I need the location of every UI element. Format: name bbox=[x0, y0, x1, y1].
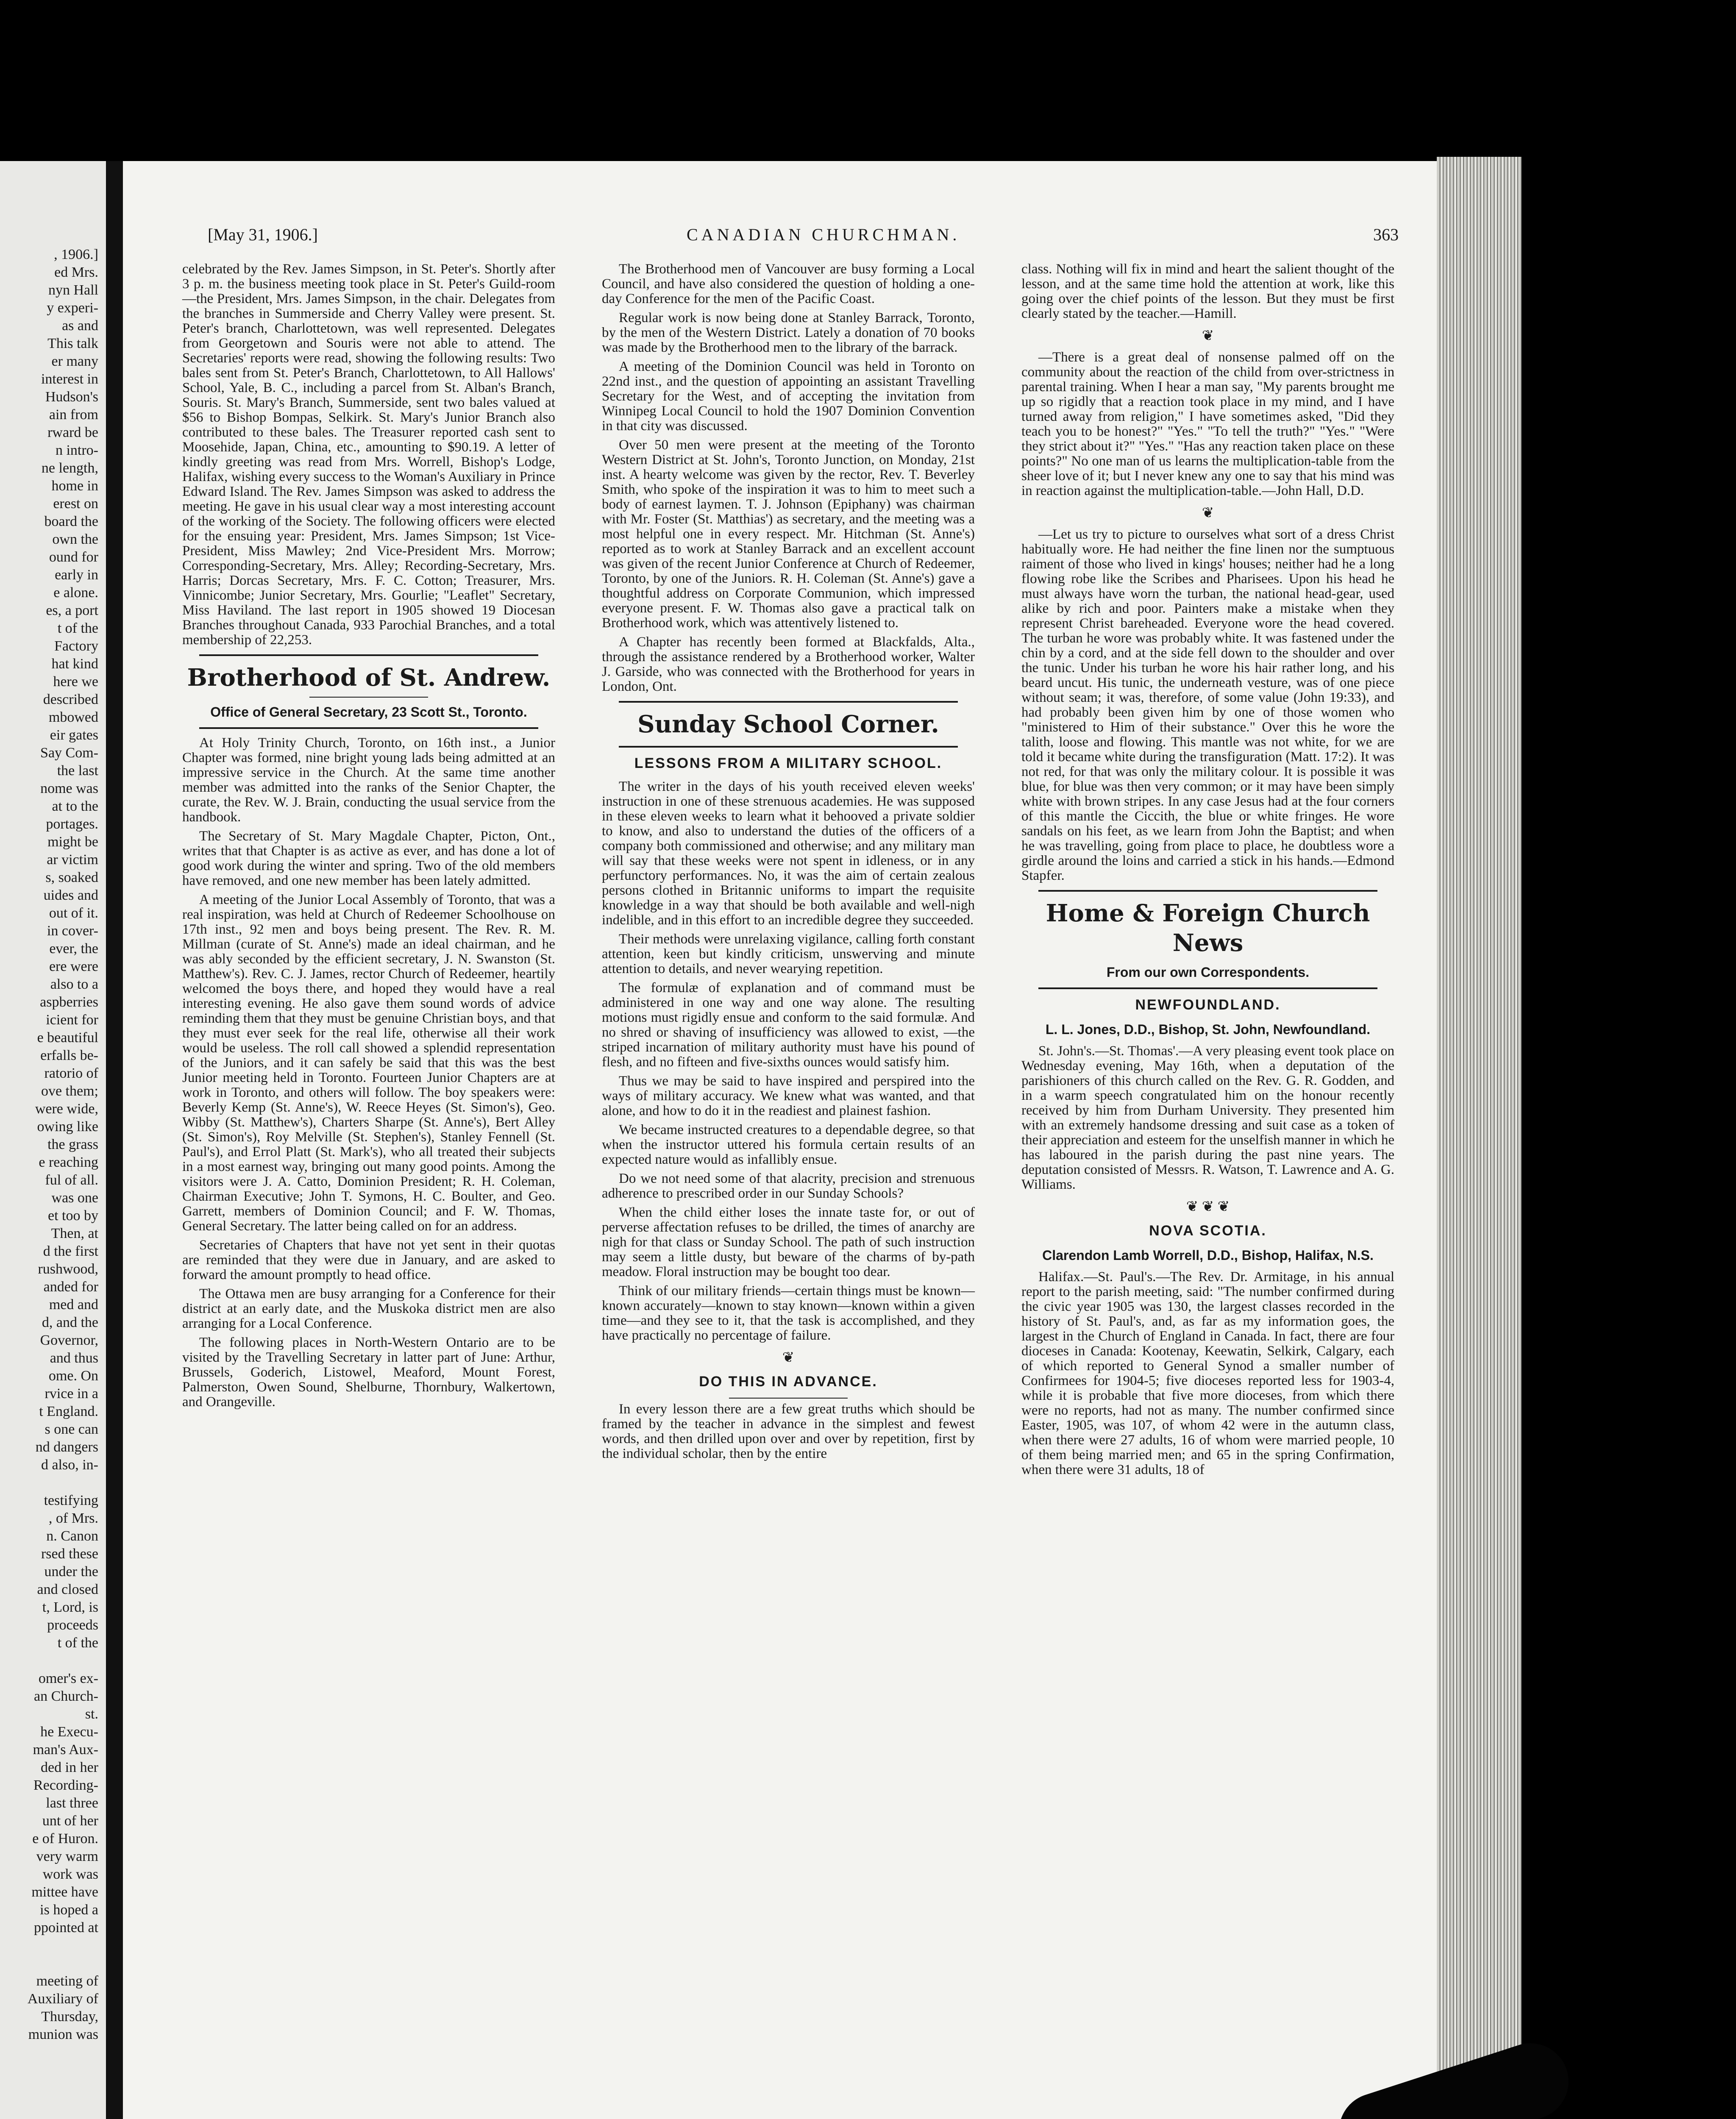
facing-page-line: Hudson's bbox=[45, 389, 98, 405]
facing-page-line: as and bbox=[62, 318, 98, 334]
article-paragraph: —There is a great deal of nonsense palmed off on the community about the reaction of the child from over-strictness in parental training. When I hear a man say, "My parents brought me up so rigidly that a reaction took place in my mind, and I have turned away from religion," I have sometimes asked, "Did they teach you to be honest?" "Yes." "To tell the truth?" "Yes." "Were they strict about it?" "Yes." "Has any reaction taken place on these points?" No one man of us learns the multiplication-table from the sheer love of it; but I never knew any one to say that his mind was in reaction against the multiplication-table.—John Hall, D.D. bbox=[1021, 350, 1394, 498]
facing-page-line: ratorio of bbox=[44, 1065, 98, 1081]
facing-page-line: ound for bbox=[49, 549, 98, 565]
facing-page-line: nd dangers bbox=[35, 1439, 98, 1455]
facing-page-line: meeting of bbox=[36, 1973, 98, 1989]
facing-page-line: might be bbox=[47, 834, 98, 850]
facing-page-line: home in bbox=[51, 478, 98, 494]
facing-page-line: s, soaked bbox=[45, 870, 98, 885]
facing-page-line: rvice in a bbox=[45, 1386, 98, 1402]
facing-page-line: the last bbox=[57, 763, 98, 779]
page-number: 363 bbox=[1373, 225, 1399, 244]
facing-page-line: rushwood, bbox=[38, 1261, 98, 1277]
article-paragraph: —Let us try to picture to ourselves what sort of a dress Christ habitually wore. He had neither the fine linen nor the sumptuous raiment of those who lived in kings' houses; neither had he a long flowing robe like the Scribes and Pharisees. Upon his head he must always have worn the turban, the national head-gear, used alike by rich and poor. Painters make a mistake when they represent Christ bareheaded. Everyone wore the head covered. The turban he wore was probably white. It was fastened under the chin by a cord, and at the side fell down to the shoulder and over the tunic. Under his turban he wore his hair rather long, and his beard uncut. His tunic, the underneath vesture, was of one piece without seam; it was, therefore, of some value (John 19:33), and had probably been given him by one of those women who "ministered to Him of their substance." Over this he wore the talith, loose and flowing. This mantle was not white, for we are told it became white during the transfiguration (Matt. 17:2). It was not red, for that was only the military colour. It is possible it was blue, for blue was then very common; or it may have been simply white with brown stripes. In any case Jesus had at the four corners of this mantle the Ciccith, the blue or white fringes. He wore sandals on his feet, as we learn from John the Baptist; and when he was travelling, going from place to place, he doubtless wore a girdle around the loins and carried a stick in his hands.—Edmond Stapfer. bbox=[1021, 527, 1394, 883]
facing-page-line: and closed bbox=[37, 1582, 98, 1597]
facing-page-line: ed Mrs. bbox=[54, 264, 98, 280]
column-1 bbox=[182, 262, 555, 1414]
facing-page-line: nome was bbox=[40, 781, 98, 796]
facing-page-line: , of Mrs. bbox=[48, 1510, 98, 1526]
triple-fleuron-ornament: ❦ ❦ ❦ bbox=[1186, 1199, 1230, 1215]
article-paragraph: The Brotherhood men of Vancouver are busy forming a Local Council, and have also considered the question of holding a one-day Conference for the men of the Pacific Coast. bbox=[602, 261, 975, 306]
facing-page-line: is hoped a bbox=[40, 1902, 98, 1918]
facing-page-fragment bbox=[0, 161, 106, 2119]
facing-page-line: t England. bbox=[39, 1404, 98, 1419]
facing-page-line: Recording- bbox=[33, 1777, 98, 1793]
newfoundland-heading: NEWFOUNDLAND. bbox=[1135, 997, 1281, 1013]
facing-page-line: ove them; bbox=[41, 1083, 98, 1099]
facing-page-line: uides and bbox=[43, 887, 98, 903]
facing-page-line: the grass bbox=[47, 1137, 98, 1152]
advance-title: DO THIS IN ADVANCE. bbox=[699, 1374, 878, 1390]
article-paragraph: Over 50 men were present at the meeting of the Toronto Western District at St. John's, Toronto Junction, on Monday, 21st inst. A hearty welcome was given by the rector, Rev. T. Beverley Smith, who spoke of the inspiration it was to him to meet such a body of earnest laymen. T. J. Johnson (Epiphany) was chairman with Mr. Foster (St. Matthias') as secretary, and the meeting was a most helpful one in every respect. Mr. Hitchman (St. Anne's) reported as to work at Stanley Barrack and an excellent account was given of the recent Junior Conference at Church of Redeemer, Toronto, by one of the Juniors. R. H. Coleman (St. Anne's) gave a thoughtful address on Corporate Communion, which impressed everyone present. F. W. Thomas also gave a practical talk on Brotherhood work, which was attentively listened to. bbox=[602, 437, 975, 631]
divider-rule bbox=[1038, 987, 1377, 989]
facing-page-line: was one bbox=[51, 1190, 98, 1206]
facing-page-line bbox=[0, 1652, 98, 1670]
article-paragraph: Halifax.—St. Paul's.—The Rev. Dr. Armitage, in his annual report to the parish meeting, said: "The number confirmed during the civic year 1905 was 130, the largest classes recorded in the history of St. Paul's, and, as far as my information goes, the largest in the Church of England in Canada. In fact, there are four dioceses in Canada: Kootenay, Keewatin, Selkirk, Calgary, each of which reported to General Synod a smaller number of Confirmees for 1904-5; five dioceses reported less for 1903-4, while it is probable that five more dioceses, from which there were no reports, had not as many. The number confirmed since Easter, 1905, was 107, of whom 42 were in the autumn class, when there were 27 adults, 16 of whom were married people, 10 of them being married men; and 65 in the spring Confirmation, when there were 31 adults, 18 of bbox=[1021, 1269, 1394, 1477]
facing-page-line: Then, at bbox=[51, 1226, 98, 1241]
facing-page-line: t, Lord, is bbox=[42, 1599, 98, 1615]
facing-page-line: mbowed bbox=[48, 709, 98, 725]
book-page-edges bbox=[1437, 157, 1522, 2119]
sunday-school-heading: Sunday School Corner. bbox=[637, 710, 939, 738]
facing-page-line: he Execu- bbox=[40, 1724, 98, 1740]
facing-page-line: rward be bbox=[47, 425, 98, 440]
facing-page-line: med and bbox=[49, 1297, 98, 1313]
facing-page-line: out of it. bbox=[49, 905, 98, 921]
facing-page-line: omer's ex- bbox=[38, 1671, 98, 1686]
facing-page-line: early in bbox=[55, 567, 98, 583]
article-paragraph: In every lesson there are a few great truths which should be framed by the teacher in advance in the simplest and fewest words, and then drilled upon over and over by repetition, first by the individual scholar, then by the entire bbox=[602, 1402, 975, 1461]
article-paragraph: When the child either loses the innate taste for, or out of perverse affectation refuses to be drilled, the times of anarchy are nigh for that class or Sunday School. The path of such instruction may seem a little dusty, but beware of the charms of by-path meadow. Floral instruction may be bought too dear. bbox=[602, 1205, 975, 1279]
page-header bbox=[203, 225, 1399, 250]
facing-page-line: ded in her bbox=[41, 1760, 98, 1775]
facing-page-line: portages. bbox=[46, 816, 98, 832]
divider-rule bbox=[199, 727, 538, 729]
facing-page-line: proceeds bbox=[47, 1617, 98, 1633]
divider-rule bbox=[199, 654, 538, 656]
facing-page-line: eir gates bbox=[50, 727, 98, 743]
divider-rule bbox=[1038, 890, 1377, 892]
facing-page-line: Auxiliary of bbox=[27, 1991, 98, 2007]
facing-page-line: munion was bbox=[28, 2027, 98, 2042]
facing-page-line: st. bbox=[85, 1706, 98, 1722]
newspaper-page bbox=[123, 161, 1437, 2119]
facing-page-lines bbox=[0, 264, 98, 2044]
facing-page-line: also to a bbox=[50, 976, 98, 992]
brotherhood-office-line: Office of General Secretary, 23 Scott St., Toronto. bbox=[210, 704, 527, 720]
column-3 bbox=[1021, 262, 1394, 1482]
facing-page-line: were wide, bbox=[35, 1101, 98, 1117]
facing-page-line: ar victim bbox=[47, 852, 98, 868]
facing-page-line: erest on bbox=[53, 496, 98, 512]
fleuron-ornament: ❦ bbox=[1202, 505, 1214, 521]
facing-page-line: e alone. bbox=[53, 585, 98, 601]
article-paragraph: class. Nothing will fix in mind and heart the salient thought of the lesson, and at the same time hold the attention at work, like this going over the chief points of the lesson. But they must be first clearly stated by the teacher.—Hamill. bbox=[1021, 261, 1394, 321]
facing-page-line: t of the bbox=[57, 620, 98, 636]
facing-page-line: d also, in- bbox=[41, 1457, 98, 1473]
article-paragraph: St. John's.—St. Thomas'.—A very pleasing event took place on Wednesday evening, May 16th, when a deputation of the parishioners of this church called on the Rev. G. R. Godden, and in a warm speech congratulated him on the honour recently received by him from Durham University. They presented him with an extremely handsome dressing and suit case as a token of their appreciation and esteem for the unselfish manner in which he has laboured in the parish during the past nine years. The deputation consisted of Messrs. R. Watson, T. Lawrence and A. G. Williams. bbox=[1021, 1043, 1394, 1192]
facing-page-date: , 1906.] bbox=[54, 247, 98, 262]
article-paragraph: A Chapter has recently been formed at Blackfalds, Alta., through the assistance rendered by a Brotherhood worker, Walter J. Garside, who was connected with the Brotherhood for years in London, Ont. bbox=[602, 634, 975, 694]
nova-scotia-bishop: Clarendon Lamb Worrell, D.D., Bishop, Halifax, N.S. bbox=[1042, 1248, 1374, 1263]
facing-page-line: e beautiful bbox=[37, 1030, 98, 1046]
facing-page-line: Thursday, bbox=[41, 2009, 98, 2024]
divider-rule bbox=[619, 701, 958, 703]
facing-page-line: at to the bbox=[52, 798, 98, 814]
article-paragraph: A meeting of the Junior Local Assembly of Toronto, that was a real inspiration, was held at Church of Redeemer Schoolhouse on 17th inst., 92 men and boys being present. The Rev. R. M. Millman (curate of St. Anne's) made an ideal chairman, and he was ably seconded by the efficient secretary, J. N. Swanston (St. Matthew's). Rev. C. J. James, rector Church of Redeemer, heartily welcomed the boys there, and hoped they would have a real interesting evening. He also gave them sound words of advice reminding them that they must be genuine Christian boys, and that they must ever seek for the real life, otherwise all their work would be useless. The roll call showed a splendid representation of the Juniors, and it can safely be said that this was the best Junior meeting held in Toronto. Fourteen Junior Chapters are at work in Toronto, and others will follow. The boy speakers were: Beverly Kemp (St. Anne's), W. Reece Heyes (St. Simon's), Geo. Wibby (St. Matthew's), Charters Sharpe (St. Anne's), Bert Alley (St. Simon's), Roy Melville (St. Stephen's), Stanley Fennell (St. Paul's), and Errol Platt (St. Mark's), who all treated their subjects in a most earnest way, bringing out many good points. Among the visitors were J. A. Catto, Dominion President; R. H. Coleman, Chairman Executive; John T. Symons, H. C. Boulter, and Geo. Garrett, members of Dominion Council; and F. W. Thomas, General Secretary. The latter being called on for an address. bbox=[182, 892, 555, 1234]
facing-page-line: d, and the bbox=[42, 1315, 98, 1330]
facing-page-line: described bbox=[43, 692, 98, 707]
masthead-title: CANADIAN CHURCHMAN. bbox=[687, 225, 960, 244]
facing-page-line: erfalls be- bbox=[40, 1048, 98, 1063]
article-paragraph: The Ottawa men are busy arranging for a Conference for their district at an early date, and the Muskoka district men are also arranging for a Local Conference. bbox=[182, 1286, 555, 1331]
facing-page-line: in cover- bbox=[47, 923, 98, 939]
facing-page-line: t of the bbox=[57, 1635, 98, 1651]
facing-page-line: icient for bbox=[46, 1012, 98, 1028]
facing-page-line: anded for bbox=[43, 1279, 98, 1295]
facing-page-line: under the bbox=[44, 1564, 98, 1580]
facing-page-line: interest in bbox=[41, 371, 98, 387]
facing-page-line: and thus bbox=[50, 1350, 98, 1366]
facing-page-line: e reaching bbox=[39, 1154, 98, 1170]
facing-page-line bbox=[0, 1937, 98, 1955]
newfoundland-bishop: L. L. Jones, D.D., Bishop, St. John, Newfoundland. bbox=[1045, 1022, 1371, 1037]
article-paragraph: The formulæ of explanation and of command must be administered in one way and one way alone. The resulting motions must rigidly ensue and conform to the said formulæ. And no shred or shaving of insufficiency was allowed to exist, —the striped incarnation of military authority must have his pound of flesh, and no fifteen and five-sixths ounces would satisfy him. bbox=[602, 980, 975, 1070]
article-paragraph: Regular work is now being done at Stanley Barrack, Toronto, by the men of the Western District. Lately a donation of 70 books was made by the Brotherhood men to the library of the barrack. bbox=[602, 310, 975, 355]
article-paragraph: We became instructed creatures to a dependable degree, so that when the instructor uttered his formula certain results of an expected nature would as infallibly ensue. bbox=[602, 1122, 975, 1167]
facing-page-text bbox=[0, 246, 98, 2044]
nova-scotia-heading: NOVA SCOTIA. bbox=[1149, 1223, 1267, 1239]
wa-report-paragraph: celebrated by the Rev. James Simpson, in St. Peter's. Shortly after 3 p. m. the business meeting took place in St. Peter's Guild-room—the President, Mrs. James Simpson, in the chair. Delegates from the branches in Summerside and Cherry Valley were present. St. Peter's branch, Charlottetown, was well represented. Delegates from Georgetown and Souris were not able to attend. The Secretaries' reports were read, showing the following results: Two bales sent from St. Peter's Branch, Charlottetown, to All Hallows' School, Yale, B. C., including a parcel from St. Alban's Branch, Souris. St. Mary's Branch, Summerside, sent two bales valued at $56 to Bishop Bompas, Selkirk. St. Mary's Junior Branch also contributed to these bales. The Treasurer reported cash sent to Moosehide, Japan, China, etc., amounting to $90.19. A letter of kindly greeting was read from Mrs. Worrell, Bishop's Lodge, Halifax, wishing every success to the Woman's Auxiliary in Prince Edward Island. The Rev. James Simpson was asked to address the meeting. He gave in his usual clear way a most interesting account of the working of the Society. The following officers were elected for the ensuing year: President, Mrs. James Simpson; 1st Vice-President, Miss Mawley; 2nd Vice-President Mrs. Morrow; Corresponding-Secretary, Mrs. Alley; Recording-Secretary, Mrs. Harris; Dorcas Secretary, Mrs. F. C. Cotton; Treasurer, Mrs. Vinnicombe; Junior Secretary, Mrs. Gourlie; "Leaflet" Secretary, Miss Haviland. The last report in 1905 showed 19 Diocesan Branches throughout Canada, 933 Parochial Branches, and a total membership of 22,253. bbox=[182, 261, 555, 648]
facing-page-line: Factory bbox=[54, 638, 98, 654]
facing-page-line: man's Aux- bbox=[33, 1742, 98, 1757]
facing-page-line: This talk bbox=[47, 336, 98, 351]
article-paragraph: A meeting of the Dominion Council was held in Toronto on 22nd inst., and the question of appointing an assistant Travelling Secretary for the West, and of accepting the invitation from Winnipeg Local Council to hold the 1907 Dominion Convention in that city was discussed. bbox=[602, 359, 975, 434]
facing-page-line: owing like bbox=[37, 1119, 98, 1135]
facing-page-line: an Church- bbox=[33, 1688, 98, 1704]
facing-page-line: last three bbox=[46, 1795, 98, 1811]
facing-page-line: n intro- bbox=[55, 442, 98, 458]
divider-rule bbox=[729, 1398, 848, 1399]
facing-page-line bbox=[0, 1474, 98, 1492]
church-news-heading: Home & Foreign Church News bbox=[1046, 899, 1370, 957]
facing-page-line: aspberries bbox=[40, 994, 98, 1010]
article-paragraph: The Secretary of St. Mary Magdale Chapter, Picton, Ont., writes that that Chapter is as active as ever, and has done a lot of good work during the winter and spring. Two of the old members have removed, and one new member has been lately admitted. bbox=[182, 829, 555, 888]
facing-page-line: unt of her bbox=[42, 1813, 98, 1829]
divider-rule bbox=[619, 746, 958, 748]
facing-page-line: work was bbox=[42, 1866, 98, 1882]
facing-page-line: es, a port bbox=[46, 603, 98, 618]
facing-page-line: et too by bbox=[48, 1208, 98, 1224]
fleuron-ornament: ❦ bbox=[1202, 328, 1214, 344]
facing-page-line: testifying bbox=[44, 1493, 98, 1508]
facing-page-line: n. Canon bbox=[46, 1528, 98, 1544]
column-2 bbox=[602, 262, 975, 1466]
facing-page-line: Governor, bbox=[40, 1332, 98, 1348]
facing-page-line: own the bbox=[52, 531, 98, 547]
correspondents-line: From our own Correspondents. bbox=[1106, 965, 1310, 980]
facing-page-line: board the bbox=[44, 514, 98, 529]
book-gutter bbox=[106, 161, 123, 2119]
issue-date: [May 31, 1906.] bbox=[208, 225, 318, 244]
facing-page-line: ome. On bbox=[48, 1368, 98, 1384]
facing-page-line: ain from bbox=[49, 407, 98, 423]
facing-page-line: d the first bbox=[43, 1243, 98, 1259]
article-paragraph: At Holy Trinity Church, Toronto, on 16th inst., a Junior Chapter was formed, nine bright young lads being admitted at an impressive service in the Church. At the same time another member was admitted into the ranks of the Senior Chapter, the curate, the Rev. W. J. Brain, conducting the usual service from the handbook. bbox=[182, 735, 555, 825]
divider-rule bbox=[309, 697, 428, 698]
facing-page-line: mittee have bbox=[31, 1884, 98, 1900]
facing-page-line: rsed these bbox=[41, 1546, 98, 1562]
fleuron-ornament: ❦ bbox=[782, 1350, 795, 1365]
brotherhood-heading: Brotherhood of St. Andrew. bbox=[187, 664, 551, 692]
lesson-title: LESSONS FROM A MILITARY SCHOOL. bbox=[634, 755, 943, 771]
facing-page-line: ppointed at bbox=[33, 1920, 98, 1935]
facing-page-line: Say Com- bbox=[40, 745, 98, 761]
facing-page-line: ever, the bbox=[49, 941, 98, 957]
facing-page-line: ere were bbox=[49, 959, 98, 974]
article-paragraph: Think of our military friends—certain things must be known—known accurately—known to stay known—known within a given time—and they see to it, that the task is accomplished, and they have practically no percentage of failure. bbox=[602, 1283, 975, 1343]
article-paragraph: Thus we may be said to have inspired and perspired into the ways of military accuracy. We knew what was wanted, and that alone, and how to do it in the readiest and plainest fashion. bbox=[602, 1073, 975, 1118]
facing-page-line: e of Huron. bbox=[32, 1831, 98, 1846]
article-paragraph: The following places in North-Western Ontario are to be visited by the Travelling Secretary in latter part of June: Arthur, Brussels, Goderich, Listowel, Meaford, Mount Forest, Palmerston, Owen Sound, Shelburne, Thornbury, Walkertown, and Orangeville. bbox=[182, 1335, 555, 1410]
facing-page-line: er many bbox=[51, 353, 98, 369]
facing-page-line bbox=[0, 1955, 98, 1972]
article-paragraph: Their methods were unrelaxing vigilance, calling forth constant attention, keen but kindly criticism, unswerving and minute attention to details, and never wearying repetition. bbox=[602, 932, 975, 976]
article-paragraph: The writer in the days of his youth received eleven weeks' instruction in one of these strenuous academies. He was supposed in these eleven weeks to learn what it behooved a private soldier to know, and also to understand the duties of the officers of a company both commissioned and otherwise; and any military man will say that these weeks were not spent in idleness, or in any perfunctory performances. No, it was the aim of certain zealous persons clothed in Britannic uniforms to impart the requisite knowledge in a way that should be both available and well-nigh indelible, and in this effort to an incredible degree they succeeded. bbox=[602, 779, 975, 928]
facing-page-line: here we bbox=[53, 674, 98, 690]
article-paragraph: Secretaries of Chapters that have not yet sent in their quotas are reminded that they were due in January, and are asked to forward the amount promptly to head office. bbox=[182, 1237, 555, 1282]
facing-page-line: y experi- bbox=[47, 300, 98, 316]
article-paragraph: Do we not need some of that alacrity, precision and strenuous adherence to prescribed order in our Sunday Schools? bbox=[602, 1171, 975, 1201]
facing-page-line: very warm bbox=[36, 1849, 98, 1864]
facing-page-line: s one can bbox=[45, 1421, 98, 1437]
facing-page-line: ne length, bbox=[41, 460, 98, 476]
facing-page-line: hat kind bbox=[51, 656, 98, 672]
facing-page-line: ful of all. bbox=[45, 1172, 98, 1188]
facing-page-line: nyn Hall bbox=[48, 282, 98, 298]
